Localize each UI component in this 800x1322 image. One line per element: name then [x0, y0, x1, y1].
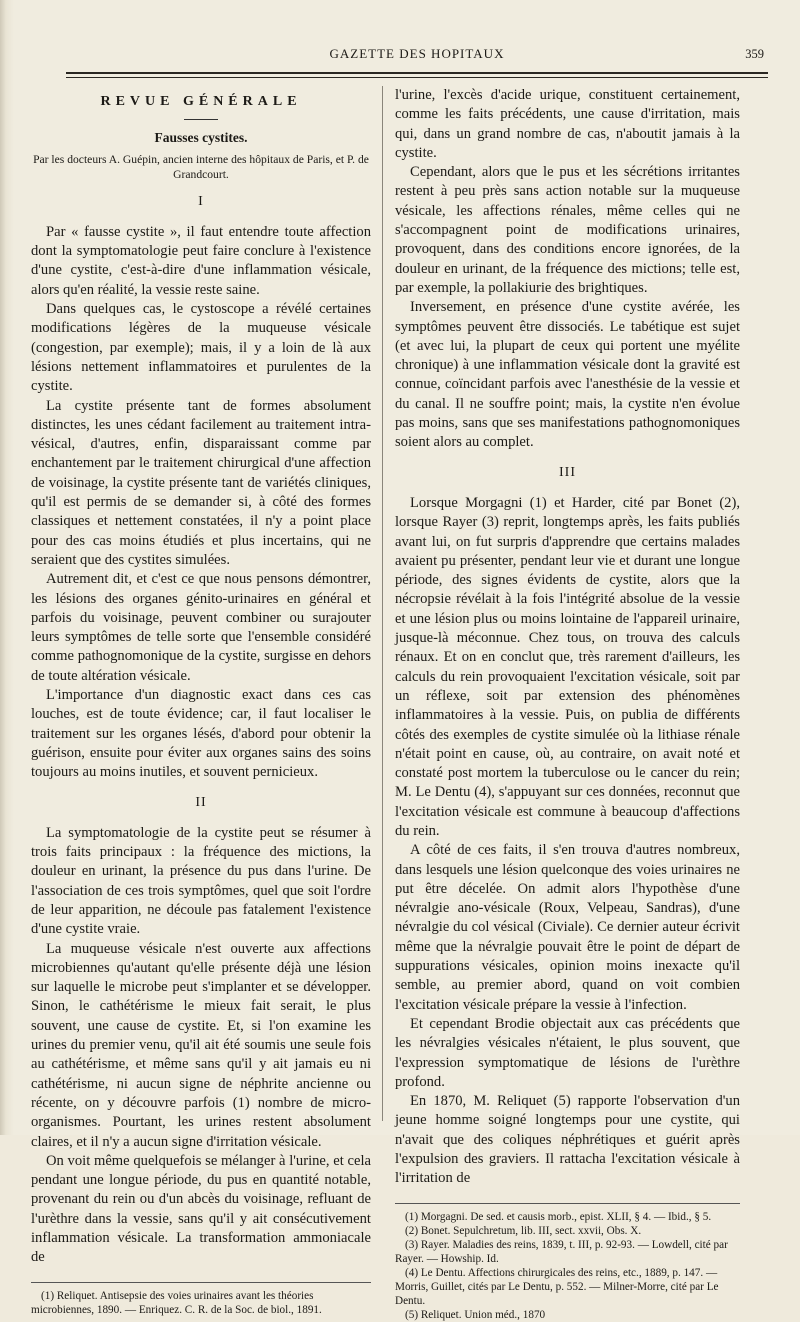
left-column	[31, 86, 371, 1317]
paragraph: La muqueuse vésicale n'est ouverte aux affections microbiennes qu'autant qu'elle présente déjà une lésion sur laquelle le microbe peut s'implanter et se développer. Sinon, le cathétérisme le mieux fait serait, le plus souvent, une cause de cystite. Et, si l'on examine les urines du premier venu, qu'il ait été soumis une seule fois au cathétérisme, et même sans qu'il y ait jamais eu ni cathétérisme, ni aucun signe de néphrite ancienne ou récente, on y découvre parfois (1) nombre de micro-organismes. Pourtant, les urines restent absolument claires, et il n'y a aucun signe d'irritation vésicale.	[31, 940, 371, 1150]
article-title: Fausses cystites.	[154, 130, 248, 146]
section-heading-3: III	[559, 464, 576, 480]
paragraph: A côté de ces faits, il s'en trouva d'autres nombreux, dans lesquels une lésion quelconque des voies urinaires ne put être décelée. On admit alors l'hypothèse d'une névralgie ano-vésicale (Roux, Velpeau, Sandras), d'une névralgie du col vésical (Civiale). Ce dernier auteur écrivit même que la névralgie pouvait être le point de départ de suppurations vésicales, opinion moins inexacte qu'il semble, au premier abord, quand on voit combien l'excitation vésicale prépare la vessie à l'infection.	[395, 842, 740, 1013]
footnote-rule	[395, 1203, 740, 1204]
paragraph: Cependant, alors que le pus et les sécrétions irritantes restent à peu près sans action notable sur la muqueuse vésicale, les affections rénales, même celles qui ne s'accompagnent point de modifications urinaires, provoquent, dans des conditions encore ignorées, de la douleur en urinant, de la fréquence des mictions; telle est, par exemple, la pollakiurie des brightiques.	[395, 164, 740, 296]
footnote: (1) Morgagni. De sed. et causis morb., epist. XLII, § 4. — Ibid., § 5.	[405, 1210, 712, 1223]
footnote: (3) Rayer. Maladies des reins, 1839, t. III, p. 92-93. — Lowdell, cité par Rayer. — Howship. Id.	[395, 1238, 728, 1265]
footnote-rule	[31, 1282, 371, 1283]
footnote: (4) Le Dentu. Affections chirurgicales des reins, etc., 1889, p. 147. — Morris, Guillet, cités par Le Dentu, p. 552. — Milner-Morre, cité par Le Dentu.	[395, 1266, 719, 1307]
paragraph: La cystite présente tant de formes absolument distinctes, les unes cédant facilement au traitement intra-vésical, d'autres, enfin, disparaissant comme par enchantement par le traitement chirurgical d'une affection de voisinage, la cystite présente tant de variétés cliniques, qu'il est permis de se demander si, à côté des formes classiques et nettement constatées, il n'y a point place pour des cas moins étudiés et plus incertains, qui ne seraient que des cystites simulées.	[31, 397, 371, 568]
page-header	[66, 46, 768, 66]
paragraph: En 1870, M. Reliquet (5) rapporte l'observation d'un jeune homme soigné longtemps pour une cystite, qui n'avait que des coliques néphrétiques et guérit après l'expulsion des graviers. Il rattacha l'excitation vésicale à l'irritation de	[395, 1093, 740, 1187]
section-title: REVUE GÉNÉRALE	[100, 94, 302, 109]
page-number: 359	[745, 47, 764, 61]
paragraph: La symptomatologie de la cystite peut se résumer à trois faits principaux : la fréquence des mictions, la douleur en urinant, la présence du pus dans l'urine. De l'association de ces trois symptômes, quel que soit l'ordre de leur apparition, ne découle pas fatalement l'existence d'une cystite vraie.	[31, 824, 371, 938]
paragraph: Et cependant Brodie objectait aux cas précédents que les névralgies vésicales n'étaient, le plus souvent, que l'expression symptomatique de lésions de l'urèthre profond.	[395, 1015, 740, 1090]
header-rule-thick	[66, 72, 768, 74]
article-authors: Par les docteurs A. Guépin, ancien interne des hôpitaux de Paris, et P. de Grandcourt.	[33, 152, 369, 181]
right-column	[395, 86, 740, 1322]
section-heading-1: I	[198, 193, 204, 209]
paragraph: On voit même quelquefois se mélanger à l'urine, et cela pendant une longue période, du pus en quantité notable, provenant du rein ou d'un abcès du voisinage, refluant de l'urèthre dans la vessie, sans qu'il y ait consécutivement inflammation vésicale. La transformation ammoniacale de	[31, 1152, 371, 1266]
footnote: (1) Reliquet. Antisepsie des voies urinaires avant les théories microbiennes, 1890. — Enriquez. C. R. de la Soc. de biol., 1891.	[31, 1289, 322, 1316]
paragraph: Autrement dit, et c'est ce que nous pensons démontrer, les lésions des organes génito-urinaires en général et parfois du voisinage, peuvent combiner ou surajouter leurs symptômes de telle sorte que l'ensemble considéré comme pathognomonique de la cystite, surgisse en dehors de toute altération vésicale.	[31, 571, 371, 684]
paragraph: Dans quelques cas, le cystoscope a révélé certaines modifications légères de la muqueuse vésicale (congestion, par exemple); mais, il y a loin de là aux lésions nettement inflammatoires et purulentes de la cystite.	[31, 301, 371, 395]
section-heading-2: II	[195, 794, 207, 810]
paragraph: L'importance d'un diagnostic exact dans ces cas louches, est de toute évidence; car, il faut localiser le traitement sur les organes lésés, d'abord pour obtenir la guérison, ensuite pour éviter aux organes sains des soins toujours au moins inutiles, et souvent pernicieux.	[31, 687, 371, 781]
paragraph: Par « fausse cystite », il faut entendre toute affection dont la symptomatologie peut faire conclure à l'existence d'une cystite, c'est-à-dire d'une inflammation vésicale, alors qu'en réalité, la vessie reste saine.	[31, 223, 371, 298]
column-divider	[382, 86, 383, 1121]
section-rule	[184, 119, 218, 120]
paragraph: Lorsque Morgagni (1) et Harder, cité par Bonet (2), lorsque Rayer (3) reprit, longtemps après, les faits publiés avant lui, on fut surpris d'apprendre que certains malades avaient pu présenter, pendant leur vie et durant une longue période, des signes évidents de cystite, alors que la nécropsie révélait à la fois l'intégrité absolue de la vessie et une lésion plus ou moins lointaine de l'appareil urinaire, jusque-là méconnue. Chez tous, on trouva des calculs rénaux. Et on en conclut que, très rarement d'ailleurs, les calculs du rein provoquaient l'excitation vésicale, soit par un réflexe, soit par extension des phénomènes inflammatoires à la vessie. Puis, on publia de différents côtés des exemples de cystite simulée où la lithiase rénale n'était point en cause, où, au contraire, on avait noté et constaté post mortem la tuberculose ou le cancer du rein; M. Le Dentu (4), s'appuyant sur ces données, reconnut que l'excitation vésicale est commune à beaucoup d'affections du rein.	[395, 494, 740, 839]
paragraph: l'urine, l'excès d'acide urique, constituent certainement, comme les faits précédents, une cause d'irritation, mais qui, dans un grand nombre de cas, n'aboutit jamais à la cystite.	[395, 87, 740, 161]
paragraph: Inversement, en présence d'une cystite avérée, les symptômes peuvent être dissociés. Le tabétique est sujet (et avec lui, la plupart de ceux qui portent une myélite chronique) à une inflammation vésicale dont la gravité est connue, coïncidant parfois avec l'anesthésie de la vessie et du canal. Il ne souffre point; mais, la cystite n'en évolue pas moins, sans que ses manifestations pathognomoniques soient alors au complet.	[395, 299, 740, 451]
header-rule-thin	[66, 77, 768, 78]
journal-title: GAZETTE DES HOPITAUX	[329, 46, 505, 61]
footnote: (2) Bonet. Sepulchretum, lib. III, sect. xxvii, Obs. X.	[405, 1224, 642, 1237]
footnote: (5) Reliquet. Union méd., 1870	[405, 1308, 546, 1321]
